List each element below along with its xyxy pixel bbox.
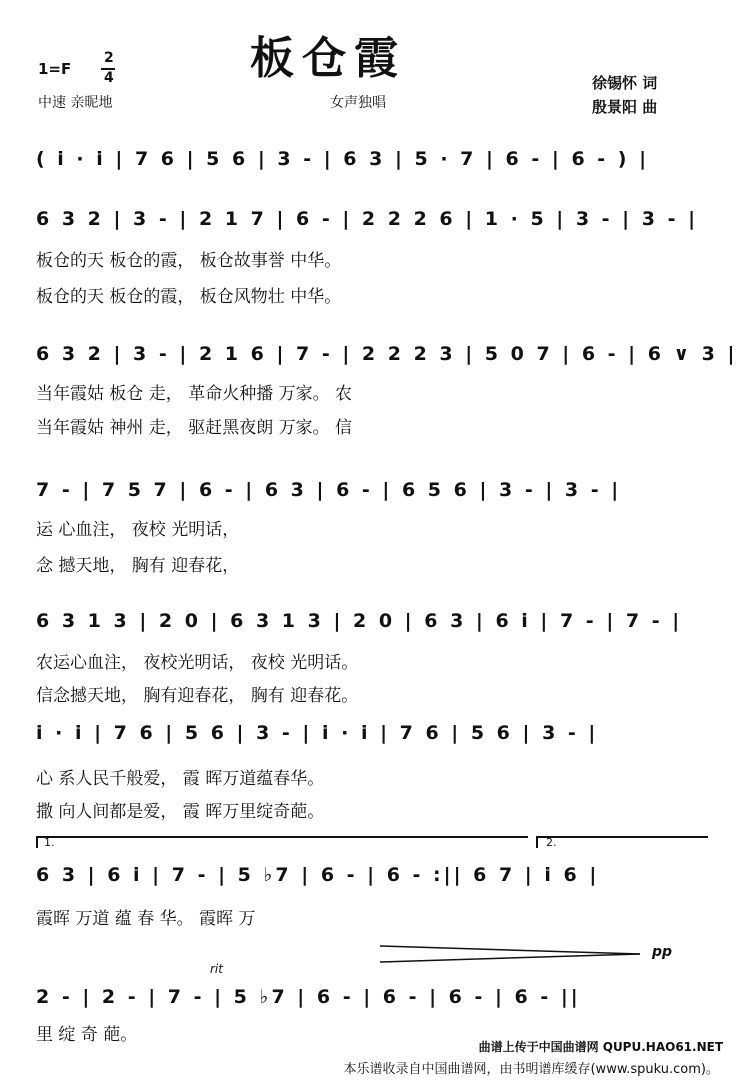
notes-line-3: 6 3 2 | 3 - | 2 1 6 | 7 - | 2 2 2 3 | 5 0 7 | 6 - | 6 ∨ 3 |	[36, 343, 738, 365]
source-footer: 本乐谱收录自中国曲谱网，由书明谱库缓存(www.spuku.com)。	[343, 1062, 719, 1077]
performance-note: 女声独唱	[330, 95, 386, 111]
lyrics-line-5a: 农运心血注， 夜校光明话， 夜校 光明话。	[36, 653, 359, 673]
volta-2-label: 2.	[546, 836, 557, 849]
notes-line-2: 6 3 2 | 3 - | 2 1 7 | 6 - | 2 2 2 6 | 1 · 5 | 3 - | 3 - |	[36, 208, 699, 230]
tempo-marking: 中速 亲昵地	[38, 95, 113, 111]
rit-marking: rit	[210, 962, 223, 976]
time-sig-top: 2	[104, 50, 114, 66]
volta-bracket-2	[536, 836, 708, 848]
notes-line-6: i · i | 7 6 | 5 6 | 3 - | i · i | 7 6 | 5 6 | 3 - |	[36, 722, 599, 744]
notes-line-8: 2 - | 2 - | 7 - | 5 ♭7 | 6 - | 6 - | 6 - | 6 - ||	[36, 986, 581, 1008]
lyrics-line-6a: 心 系人民千般爱， 霞 晖万道蕴春华。	[36, 769, 325, 789]
lyrics-line-4b: 念 撼天地， 胸有 迎春花，	[36, 556, 240, 576]
page-title: 板仓霞	[250, 33, 406, 84]
lyrics-line-3b: 当年霞姑 神州 走， 驱赶黑夜朗 万家。 信	[36, 418, 353, 438]
diminuendo-hairpin	[380, 944, 650, 968]
notes-line-5: 6 3 1 3 | 2 0 | 6 3 1 3 | 2 0 | 6 3 | 6 i | 7 - | 7 - |	[36, 610, 683, 632]
notes-line-4: 7 - | 7 5 7 | 6 - | 6 3 | 6 - | 6 5 6 | 3 - | 3 - |	[36, 479, 622, 501]
key-signature: 1=F	[38, 60, 72, 78]
lyrics-line-7a: 霞晖 万道 蕴 春 华。 霞晖 万	[36, 909, 256, 929]
time-sig-bottom: 4	[104, 70, 114, 86]
lyrics-line-2b: 板仓的天 板仓的霞， 板仓风物壮 中华。	[36, 287, 342, 307]
composer: 殷景阳 曲	[592, 98, 658, 116]
lyrics-line-8a: 里 绽 奇 葩。	[36, 1025, 138, 1045]
volta-1-label: 1.	[44, 836, 55, 849]
lyrics-line-5b: 信念撼天地， 胸有迎春花， 胸有 迎春花。	[36, 686, 359, 706]
lyrics-line-6b: 撒 向人间都是爱， 霞 晖万里绽奇葩。	[36, 802, 325, 822]
lyrics-line-2a: 板仓的天 板仓的霞， 板仓故事誉 中华。	[36, 251, 342, 271]
lyricist: 徐锡怀 词	[592, 74, 658, 92]
lyrics-line-4a: 运 心血注， 夜校 光明话，	[36, 520, 240, 540]
lyrics-line-3a: 当年霞姑 板仓 走， 革命火种播 万家。 农	[36, 384, 353, 404]
volta-bracket-1	[36, 836, 528, 848]
dynamic-pp: pp	[652, 944, 673, 960]
upload-stamp: 曲谱上传于中国曲谱网 QUPU.HAO61.NET	[478, 1040, 723, 1054]
notes-line-1: ( i · i | 7 6 | 5 6 | 3 - | 6 3 | 5 · 7 | 6 - | 6 - ) |	[36, 148, 650, 170]
notes-line-7: 6 3 | 6 i | 7 - | 5 ♭7 | 6 - | 6 - :|| 6 7 | i 6 |	[36, 864, 600, 886]
